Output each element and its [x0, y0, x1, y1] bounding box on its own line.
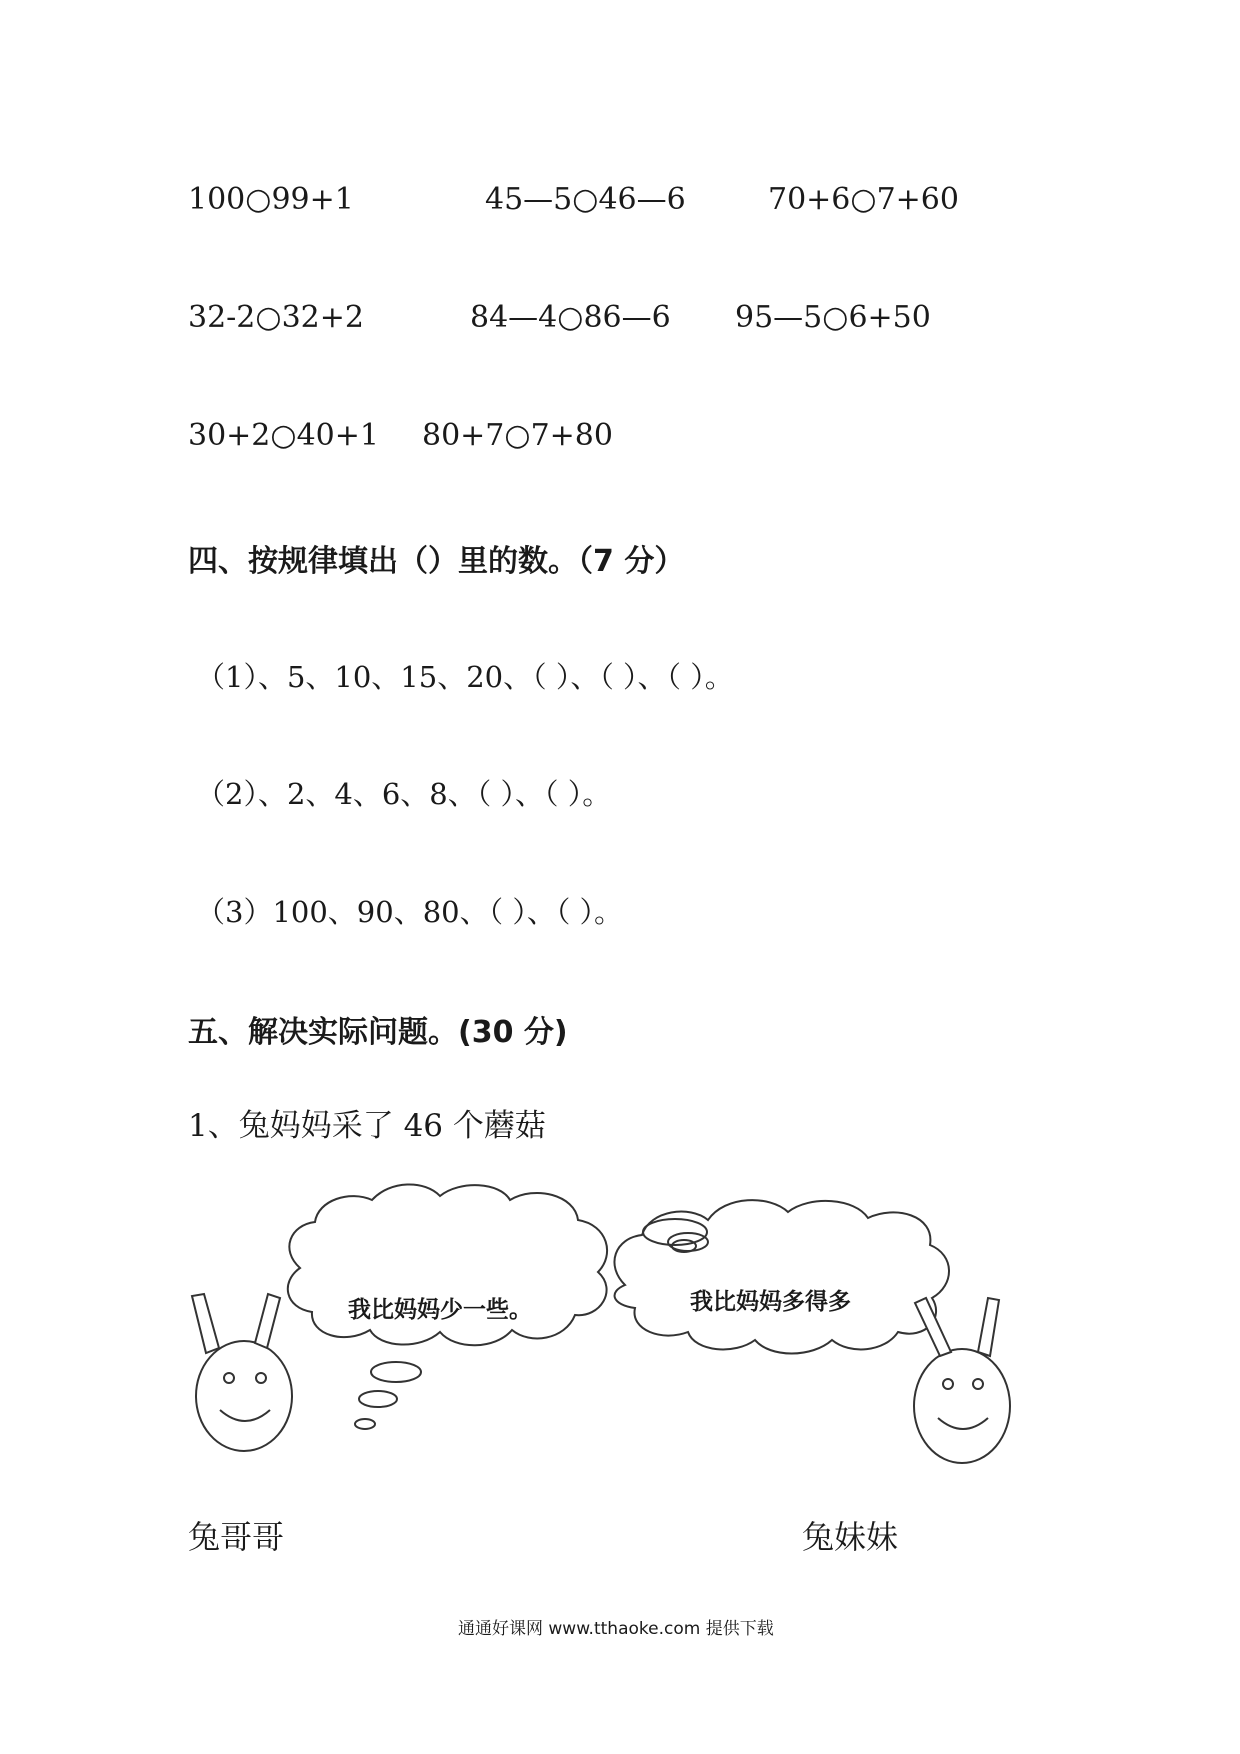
left-rabbit-ear-right [255, 1294, 280, 1348]
thought-circle-medium [359, 1391, 397, 1407]
left-rabbit-eye-left [224, 1373, 234, 1383]
section-4-heading: 四、按规律填出（）里的数。（7 分） [188, 544, 685, 579]
left-rabbit-smile [220, 1410, 270, 1421]
comparison-3-1: 30+2○40+1 [188, 418, 379, 453]
left-rabbit-eye-right [256, 1373, 266, 1383]
right-rabbit-name: 兔妹妹 [802, 1518, 899, 1556]
right-rabbit-ear-left [915, 1298, 951, 1356]
thought-circle-small [355, 1419, 375, 1429]
right-rabbit-smile [938, 1418, 988, 1429]
right-rabbit-ear-right [978, 1298, 999, 1356]
footer-source: 通通好课网 www.tthaoke.com 提供下载 [458, 1619, 774, 1639]
sequence-item-2: （2）、2、4、6、8、（ ）、（ ）。 [196, 777, 612, 811]
right-rabbit-face [914, 1349, 1010, 1463]
left-bubble-text: 我比妈妈少一些。 [348, 1297, 532, 1323]
left-rabbit-ear-left [192, 1294, 219, 1353]
comparison-1-2: 45—5○46—6 [485, 182, 686, 217]
comparison-2-2: 84—4○86—6 [470, 300, 671, 335]
sequence-item-3: （3）100、90、80、（ ）、（ ）。 [196, 895, 624, 929]
comparison-2-3: 95—5○6+50 [735, 300, 931, 335]
section-5-heading: 五、解决实际问题。(30 分) [188, 1015, 568, 1050]
sequence-item-1: （1）、5、10、15、20、（ ）、（ ）、（ ）。 [196, 660, 734, 694]
problem-1-text: 1、兔妈妈采了 46 个蘑菇 [188, 1108, 546, 1144]
left-rabbit-face [196, 1341, 292, 1451]
comparison-1-1: 100○99+1 [188, 182, 354, 217]
comparison-2-1: 32-2○32+2 [188, 300, 364, 335]
comparison-1-3: 70+6○7+60 [768, 182, 959, 217]
right-rabbit-eye-right [973, 1379, 983, 1389]
right-rabbit-eye-left [943, 1379, 953, 1389]
right-bubble-text: 我比妈妈多得多 [690, 1289, 851, 1315]
right-thought-cloud [614, 1200, 949, 1353]
left-rabbit-name: 兔哥哥 [188, 1518, 285, 1556]
thought-circle-large [371, 1362, 421, 1382]
comparison-3-2: 80+7○7+80 [422, 418, 613, 453]
